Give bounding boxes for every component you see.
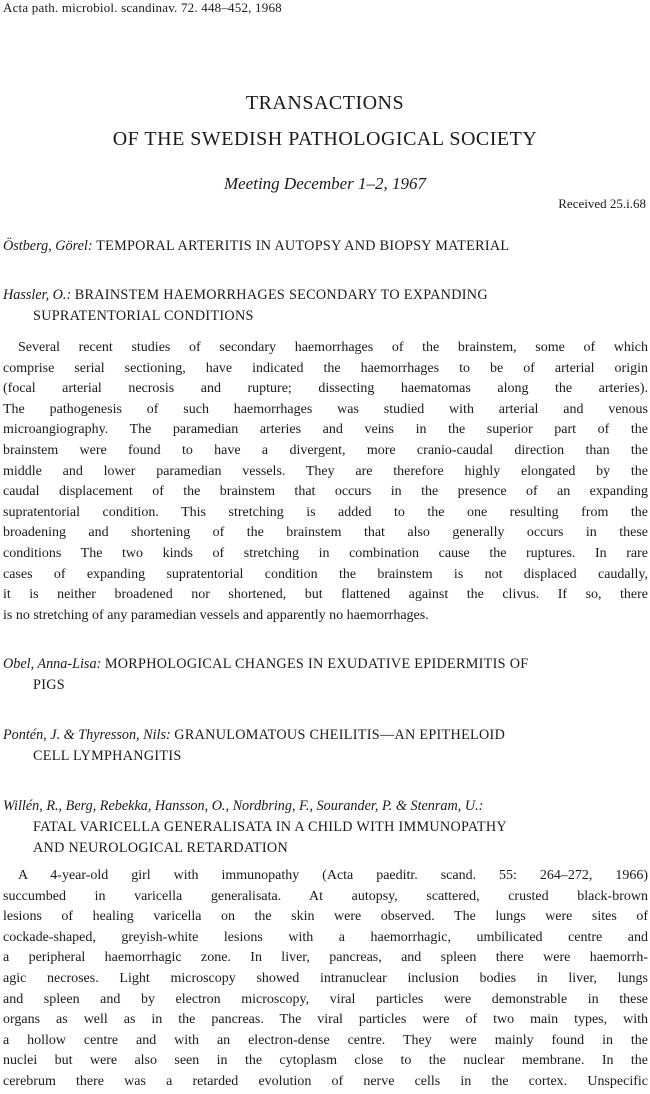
- body-line: it is neither broadened nor shortened, but flattened against the clivus. If so, there: [3, 587, 648, 603]
- entry-author: Obel, Anna-Lisa:: [3, 656, 102, 672]
- entry-author: Pontén, J. & Thyresson, Nils:: [3, 727, 171, 743]
- entry-title-continued: CELL LYMPHANGITIS: [33, 748, 182, 764]
- entry-author: Hassler, O.:: [3, 287, 72, 303]
- body-line: a peripheral haemorrhagic zone. In liver, pancreas, and spleen there were haemorrh-: [3, 950, 648, 966]
- entry-title-continued: SUPRATENTORIAL CONDITIONS: [33, 308, 254, 324]
- abstract-entry-hassler: [3, 285, 648, 327]
- body-line: lesions of healing varicella on the skin were observed. The lungs were sites of: [3, 909, 648, 925]
- body-line: a hollow centre and with an electron-dense centre. They were mainly found in the: [3, 1032, 648, 1048]
- body-line: conditions The two kinds of stretching in combination cause the ruptures. In rare: [3, 545, 648, 561]
- body-line: nuclei but were also seen in the cytoplasm close to the nuclear membrane. In the: [3, 1053, 648, 1069]
- body-line: comprise serial sectioning, have indicated the haemorrhages to be of arterial origin: [3, 360, 648, 376]
- entry-title-continued: PIGS: [33, 677, 65, 693]
- body-line: (focal arterial necrosis and rupture; dissecting haematomas along the arteries).: [3, 381, 648, 397]
- body-line: cockade-shaped, greyish-white lesions with a haemorrhagic, umbilicated centre and: [3, 929, 648, 945]
- body-line: Several recent studies of secondary haemorrhages of the brainstem, some of which: [18, 340, 648, 355]
- body-line: cases of expanding supratentorial condition the brainstem is not displaced caudally,: [3, 566, 648, 582]
- body-line: organs as well as in the pancreas. The viral particles were of two main types, with: [3, 1012, 648, 1028]
- entry-title-continued: AND NEUROLOGICAL RETARDATION: [33, 840, 288, 856]
- entry-title: MORPHOLOGICAL CHANGES IN EXUDATIVE EPIDERMITIS OF: [104, 656, 529, 672]
- entry-title: FATAL VARICELLA GENERALISATA IN A CHILD WITH IMMUNOPATHY: [33, 819, 507, 835]
- page-title-line1: TRANSACTIONS: [245, 92, 405, 114]
- body-line: and spleen and by electron microscopy, viral particles were demonstrable in these: [3, 991, 648, 1007]
- body-line: is no stretching of any paramedian vessels and apparently no haemorrhages.: [3, 607, 429, 623]
- abstract-entry-obel: [3, 654, 648, 696]
- abstract-entry-willen: [3, 796, 648, 859]
- entry-title: GRANULOMATOUS CHEILITIS—AN EPITHELOID: [174, 727, 506, 743]
- body-line: agic necroses. Light microscopy showed intranuclear inclusion bodies in liver, lungs: [3, 970, 648, 986]
- body-line: succumbed in varicella generalisata. At autopsy, scattered, crusted black-brown: [3, 888, 648, 904]
- body-line: microangiography. The paramedian arteries and veins in the superior part of the: [3, 422, 648, 438]
- abstract-entry-ostberg: [3, 236, 648, 257]
- body-line: The pathogenesis of such haemorrhages was studied with arterial and venous: [3, 401, 648, 417]
- page-title-line2: OF THE SWEDISH PATHOLOGICAL SOCIETY: [112, 128, 538, 150]
- abstract-entry-ponten: [3, 725, 648, 767]
- entry-title: BRAINSTEM HAEMORRHAGES SECONDARY TO EXPANDING: [74, 287, 488, 303]
- body-line: caudal displacement of the brainstem that occurs in the presence of an expanding: [3, 484, 648, 500]
- body-line: supratentorial condition. This stretching is added to the one resulting from the: [3, 504, 648, 520]
- abstract-body-willen: [3, 866, 648, 1093]
- abstract-body-hassler: [3, 338, 648, 626]
- meeting-date: Meeting December 1–2, 1967: [223, 174, 427, 193]
- entry-title: TEMPORAL ARTERITIS IN AUTOPSY AND BIOPSY MATERIAL: [96, 238, 510, 254]
- body-line: A 4-year-old girl with immunopathy (Acta paeditr. scand. 55: 264–272, 1966): [18, 868, 648, 883]
- entry-author: Willén, R., Berg, Rebekka, Hansson, O., Nordbring, F., Sourander, P. & Stenram, U.:: [3, 798, 484, 814]
- body-line: cerebrum there was a retarded evolution of nerve cells in the cortex. Unspecific: [3, 1073, 648, 1089]
- received-date: Received 25.i.68: [558, 196, 646, 211]
- entry-author: Östberg, Görel:: [3, 238, 93, 254]
- journal-reference: Acta path. microbiol. scandinav. 72. 448–452, 1968: [3, 0, 282, 15]
- body-line: middle and lower paramedian vessels. They are therefore highly elongated by the: [3, 463, 648, 479]
- body-line: brainstem were found to have a divergent, more cranio-caudal direction than the: [3, 442, 648, 458]
- body-line: broadening and shortening of the brainstem that also generally occurs in these: [3, 525, 648, 541]
